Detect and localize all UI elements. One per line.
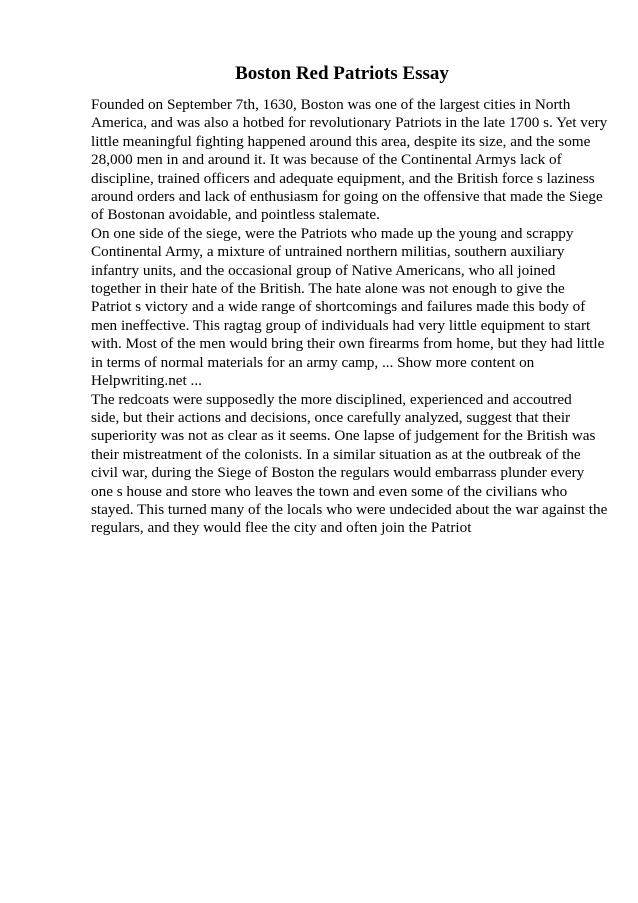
text-line: The redcoats were supposedly the more disciplined, experienced and accoutred xyxy=(91,390,572,408)
text-line: 28,000 men in and around it. It was because of the Continental Armys lack of xyxy=(91,151,562,169)
document-title: Boston Red Patriots Essay xyxy=(235,63,449,84)
text-line: discipline, trained officers and adequate equipment, and the British force s laziness xyxy=(91,169,595,187)
text-line: side, but their actions and decisions, once carefully analyzed, suggest that their xyxy=(91,408,571,426)
text-line: Continental Army, a mixture of untrained northern militias, southern auxiliary xyxy=(91,243,565,261)
text-line: around orders and lack of enthusiasm for going on the offensive that made the Siege xyxy=(91,188,603,206)
text-line: with. Most of the men would bring their own firearms from home, but they had little xyxy=(91,335,605,353)
text-line: little meaningful fighting happened around this area, despite its size, and the some xyxy=(91,132,591,150)
text-line: their mistreatment of the colonists. In a similar situation as at the outbreak of the xyxy=(91,445,581,463)
text-line: stayed. This turned many of the locals who were undecided about the war against the xyxy=(91,500,608,518)
essay-body xyxy=(91,96,608,538)
text-line: On one side of the siege, were the Patriots who made up the young and scrappy xyxy=(91,224,574,242)
text-line: Patriot s victory and a wide range of shortcomings and failures made this body of xyxy=(91,298,586,316)
text-line: civil war, during the Siege of Boston the regulars would embarrass plunder every xyxy=(91,464,585,482)
text-line: men ineffective. This ragtag group of individuals had very little equipment to start xyxy=(91,316,591,334)
text-line: together in their hate of the British. The hate alone was not enough to give the xyxy=(91,280,565,298)
text-line: infantry units, and the occasional group of Native Americans, who all joined xyxy=(91,261,556,279)
text-line: regulars, and they would flee the city and often join the Patriot xyxy=(91,519,472,537)
text-line: one s house and store who leaves the town and even some of the civilians who xyxy=(91,482,568,500)
text-line: America, and was also a hotbed for revolutionary Patriots in the late 1700 s. Yet very xyxy=(91,114,608,132)
text-line: Founded on September 7th, 1630, Boston was one of the largest cities in North xyxy=(91,96,571,113)
text-line: of Bostonan avoidable, and pointless stalemate. xyxy=(91,206,380,224)
text-line: in terms of normal materials for an army camp, ... Show more content on xyxy=(91,353,535,371)
text-line: superiority was not as clear as it seems. One lapse of judgement for the British was xyxy=(91,427,596,445)
text-line: Helpwriting.net ... xyxy=(91,372,202,390)
